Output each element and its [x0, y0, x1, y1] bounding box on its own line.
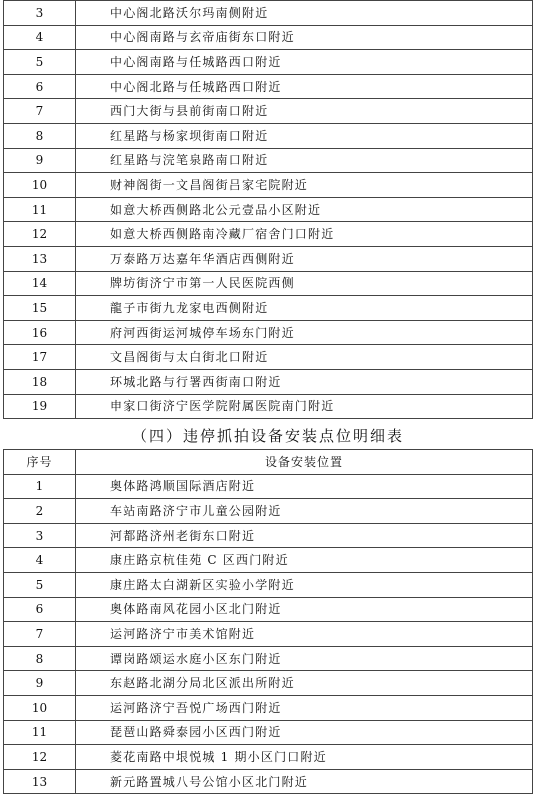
row-location: 龍子市街九龙家电西侧附近 — [76, 296, 533, 321]
row-number: 4 — [4, 25, 76, 50]
row-number: 6 — [4, 597, 76, 622]
row-number: 11 — [4, 720, 76, 745]
row-location: 康庄路京杭佳苑 C 区西门附近 — [76, 548, 533, 573]
table-row — [4, 222, 533, 247]
row-number: 7 — [4, 99, 76, 124]
row-number: 17 — [4, 345, 76, 370]
row-number: 2 — [4, 499, 76, 524]
header-number: 序号 — [4, 450, 76, 475]
table-row — [4, 745, 533, 770]
row-location: 运河路济宁市美术馆附近 — [76, 622, 533, 647]
row-location: 文昌阁街与太白街北口附近 — [76, 345, 533, 370]
row-location: 牌坊街济宁市第一人民医院西侧 — [76, 271, 533, 296]
row-number: 11 — [4, 197, 76, 222]
table-header-row — [4, 450, 533, 475]
table-row — [4, 74, 533, 99]
table-row — [4, 173, 533, 198]
table-row — [4, 246, 533, 271]
row-location: 财神阁街一文昌阁街吕家宅院附近 — [76, 173, 533, 198]
table-row — [4, 50, 533, 75]
row-number: 8 — [4, 646, 76, 671]
row-number: 7 — [4, 622, 76, 647]
row-number: 8 — [4, 123, 76, 148]
row-location: 如意大桥西侧路北公元壹品小区附近 — [76, 197, 533, 222]
row-number: 9 — [4, 671, 76, 696]
row-number: 6 — [4, 74, 76, 99]
row-location: 红星路与杨家坝街南口附近 — [76, 123, 533, 148]
row-location: 中心阁北路沃尔玛南侧附近 — [76, 1, 533, 26]
row-location: 中心阁南路与玄帝庙街东口附近 — [76, 25, 533, 50]
row-number: 19 — [4, 394, 76, 419]
row-location: 万泰路万达嘉年华酒店西侧附近 — [76, 246, 533, 271]
row-location: 琵琶山路舜泰园小区西门附近 — [76, 720, 533, 745]
table-row — [4, 197, 533, 222]
row-number: 9 — [4, 148, 76, 173]
header-location: 设备安装位置 — [76, 450, 533, 475]
section-title: （四）违停抓拍设备安装点位明细表 — [131, 427, 404, 445]
row-number: 3 — [4, 523, 76, 548]
row-number: 1 — [4, 474, 76, 499]
row-number: 14 — [4, 271, 76, 296]
table-row — [4, 123, 533, 148]
table-row — [4, 671, 533, 696]
row-location: 红星路与浣笔泉路南口附近 — [76, 148, 533, 173]
row-number: 5 — [4, 572, 76, 597]
table-row — [4, 1, 533, 26]
table-row — [4, 695, 533, 720]
row-number: 10 — [4, 173, 76, 198]
table-row — [4, 369, 533, 394]
row-location: 东赵路北湖分局北区派出所附近 — [76, 671, 533, 696]
row-location: 西门大街与县前街南口附近 — [76, 99, 533, 124]
row-location: 河都路济州老街东口附近 — [76, 523, 533, 548]
row-location: 环城北路与行署西街南口附近 — [76, 369, 533, 394]
table-row — [4, 99, 533, 124]
camera-location-table-part-3 — [3, 0, 533, 419]
table-row — [4, 320, 533, 345]
table-row — [4, 523, 533, 548]
table-row — [4, 296, 533, 321]
table-row — [4, 622, 533, 647]
row-location: 谭岗路颂运水庭小区东门附近 — [76, 646, 533, 671]
table-row — [4, 646, 533, 671]
table-row — [4, 597, 533, 622]
row-location: 车站南路济宁市儿童公园附近 — [76, 499, 533, 524]
row-number: 3 — [4, 1, 76, 26]
illegal-parking-camera-table — [3, 449, 533, 794]
table-row — [4, 769, 533, 794]
table-row — [4, 499, 533, 524]
row-location: 申家口街济宁医学院附属医院南门附近 — [76, 394, 533, 419]
row-number: 5 — [4, 50, 76, 75]
table-row — [4, 474, 533, 499]
row-location: 府河西街运河城停车场东门附近 — [76, 320, 533, 345]
row-location: 奥体路南风花园小区北门附近 — [76, 597, 533, 622]
row-number: 15 — [4, 296, 76, 321]
row-number: 12 — [4, 745, 76, 770]
table-row — [4, 720, 533, 745]
row-number: 13 — [4, 769, 76, 794]
row-number: 16 — [4, 320, 76, 345]
table-row — [4, 572, 533, 597]
row-location: 康庄路太白湖新区实验小学附近 — [76, 572, 533, 597]
row-number: 13 — [4, 246, 76, 271]
row-location: 奥体路鸿顺国际酒店附近 — [76, 474, 533, 499]
table-row — [4, 25, 533, 50]
row-location: 中心阁北路与任城路西口附近 — [76, 74, 533, 99]
table-row — [4, 148, 533, 173]
table-row — [4, 394, 533, 419]
table-row — [4, 345, 533, 370]
table-row — [4, 271, 533, 296]
table-row — [4, 548, 533, 573]
row-number: 10 — [4, 695, 76, 720]
row-location: 新元路置城八号公馆小区北门附近 — [76, 769, 533, 794]
row-location: 如意大桥西侧路南冷藏厂宿舍门口附近 — [76, 222, 533, 247]
row-location: 运河路济宁吾悦广场西门附近 — [76, 695, 533, 720]
row-location: 菱花南路中垠悦城 1 期小区门口附近 — [76, 745, 533, 770]
row-number: 4 — [4, 548, 76, 573]
row-number: 18 — [4, 369, 76, 394]
row-location: 中心阁南路与任城路西口附近 — [76, 50, 533, 75]
row-number: 12 — [4, 222, 76, 247]
